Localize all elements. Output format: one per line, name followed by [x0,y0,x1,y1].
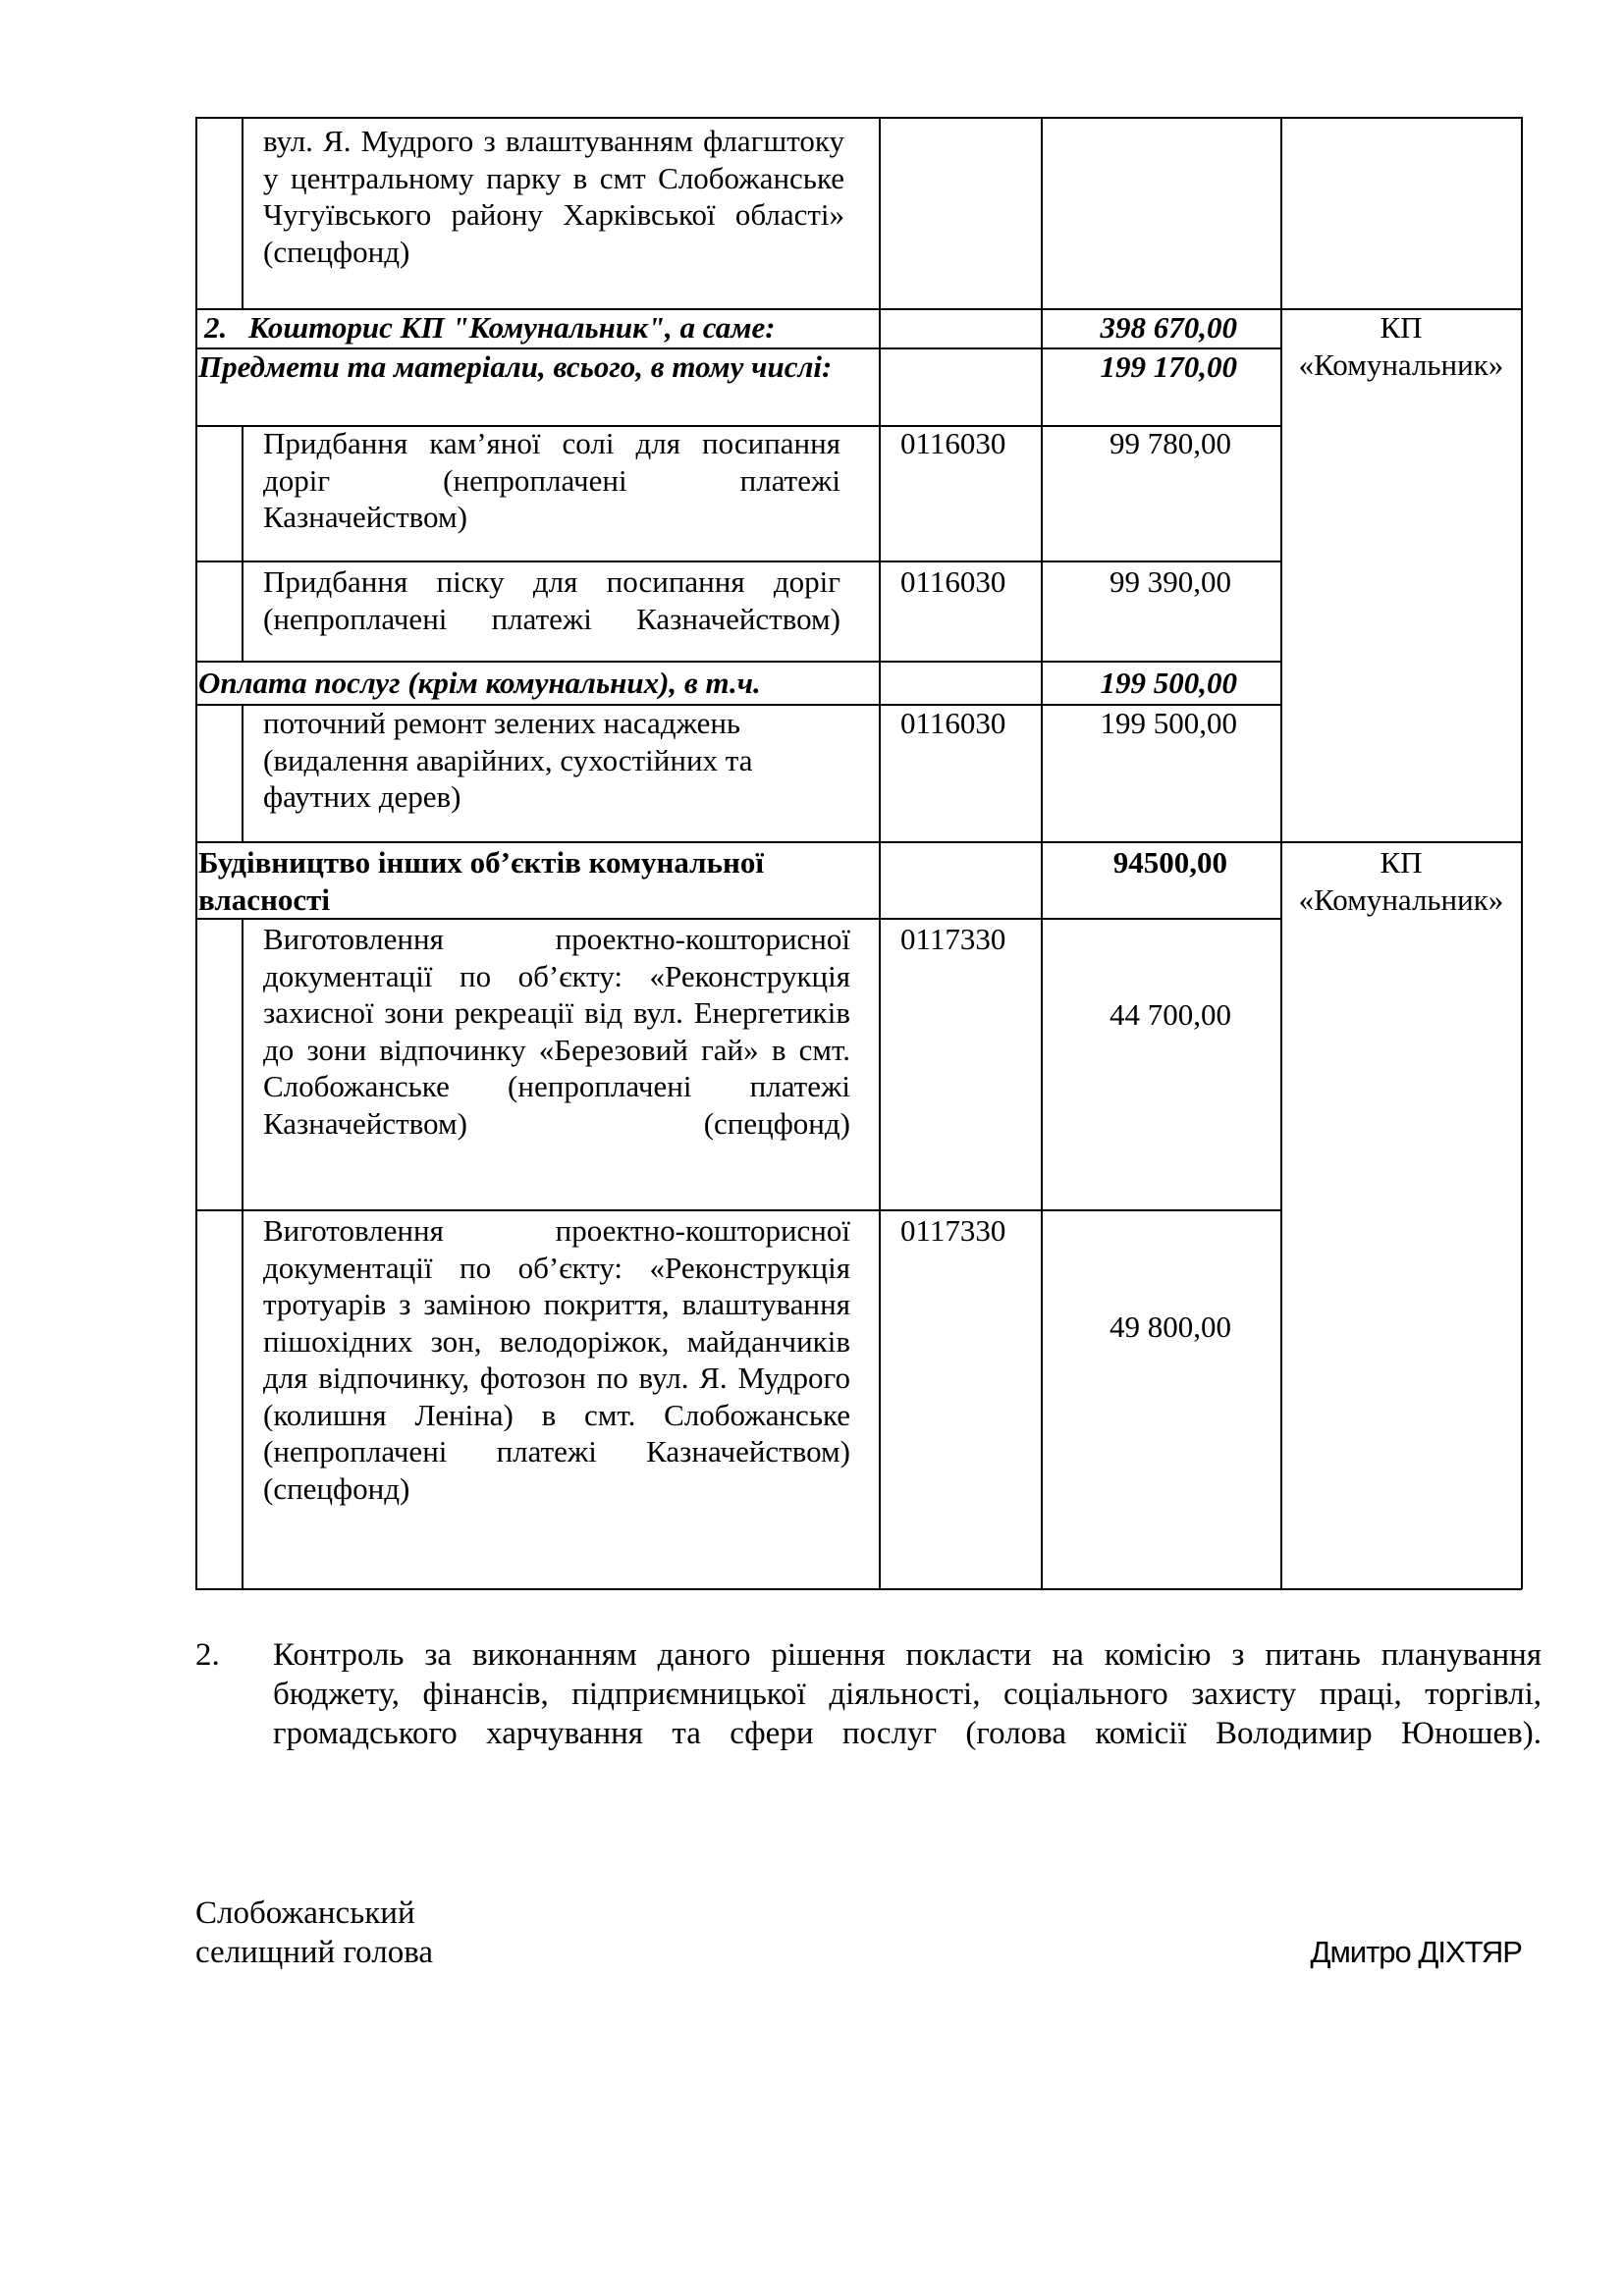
table-row-sand-description: Придбання піску для посипання доріг (непроплачені платежі Казначейством) [263,564,840,636]
paragraph-number: 2. [195,1637,220,1673]
signature-name: Дмитро ДІХТЯР [1310,1935,1522,1969]
table-row-estimate-name: Кошторис КП "Комунальник", а саме: [248,310,776,345]
table-row-estimate-number: 2. [204,310,228,345]
table-row-estimate-executor: КП «Комунальник» [1298,310,1504,382]
table-row-sand-code: 0116030 [900,564,1006,599]
table-row-materials-amount: 199 170,00 [1100,349,1237,384]
table-row-sidewalks-description: Виготовлення проектно-кошторисної документації по об’єкту: «Реконструкція тротуарів з заміною покриття, влаштування пішохідних зон, велодоріжок, майданчиків для відпочинку, фотозон по вул. Я. Мудрого (колишня Леніна) в смт. Слобожанське (непроплачені платежі Казначейством) (спецфонд) [263,1213,850,1506]
table-row-salt-amount: 99 780,00 [1110,426,1231,460]
table-row-sidewalks-amount: 49 800,00 [1110,1309,1231,1344]
table-row-construction-executor: КП «Комунальник» [1298,845,1504,917]
table-row-recreation-description: Виготовлення проектно-кошторисної документації по об’єкту: «Реконструкція захисної зони рекреації від вул. Енергетиків до зони відпочинку «Березовий гай» в смт. Слобожанське (непроплачені платежі Казначейством) (спецфонд) [263,922,850,1141]
table-row-flagpole-description: вул. Я. Мудрого з влаштуванням флагштоку у центральному парку в смт Слобожанське Чугуївського району Харківської області» (спецфонд) [263,124,844,269]
table-row-trees-description: поточний ремонт зелених насаджень (видалення аварійних, сухостійних та фаутних дерев) [263,706,753,814]
signature-title: Слобожанський селищний голова [195,1896,434,1970]
table-row-construction-amount: 94500,00 [1112,845,1227,880]
table-row-recreation-code: 0117330 [900,922,1006,956]
table-row-trees-amount: 199 500,00 [1100,706,1237,740]
table-row-materials-name: Предмети та матеріали, всього, в тому числі: [198,349,833,384]
table-row-sidewalks-code: 0117330 [900,1213,1006,1248]
table-row-sand-amount: 99 390,00 [1110,564,1231,599]
table-row-estimate-amount: 398 670,00 [1100,310,1237,345]
table-row-salt-code: 0116030 [900,426,1006,460]
table-row-recreation-amount: 44 700,00 [1110,997,1231,1032]
table-row-services-amount: 199 500,00 [1100,666,1237,700]
table-row-salt-description: Придбання кам’яної солі для посипання доріг (непроплачені платежі Казначейством) [263,426,840,534]
table-row-construction-name: Будівництво інших об’єктів комунальної власності [198,845,764,917]
table-row-services-name: Оплата послуг (крім комунальних), в т.ч. [198,666,761,700]
table-row-trees-code: 0116030 [900,706,1006,740]
paragraph-text: Контроль за виконанням даного рішення покласти на комісію з питань планування бюджету, фінансів, підприємницької діяльності, соціального захисту праці, торгівлі, громадського харчування та сфери послуг (голова комісії Володимир Юношев). [273,1637,1542,1751]
